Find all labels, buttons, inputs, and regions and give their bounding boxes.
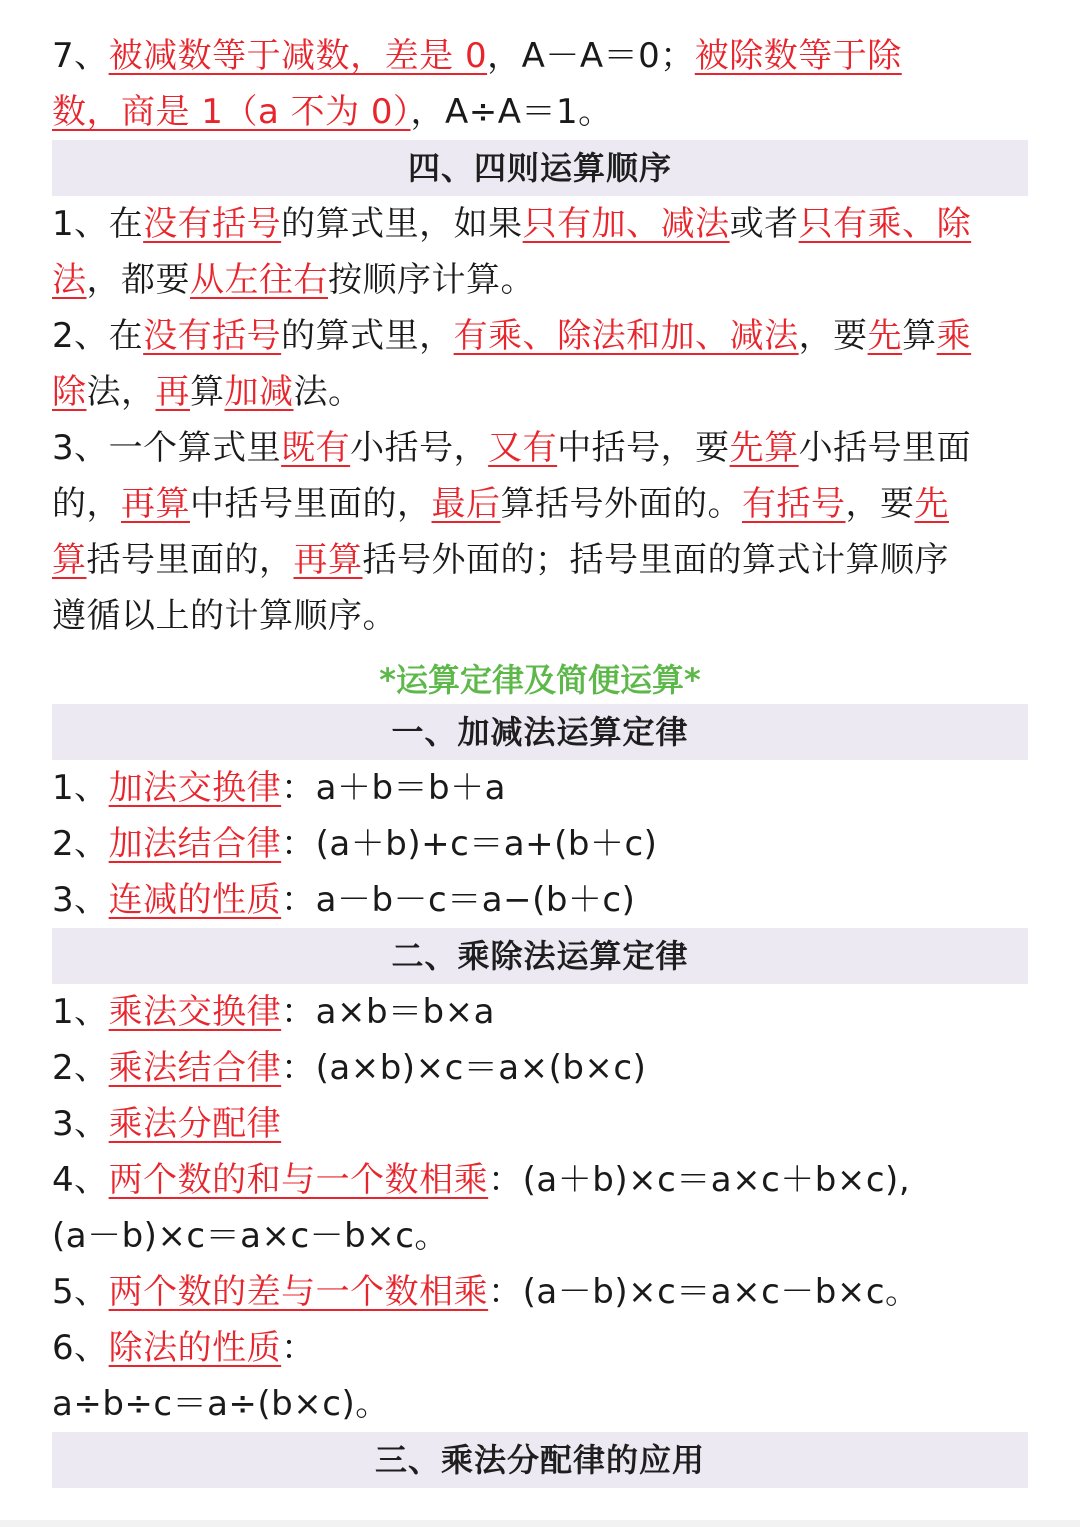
item-number: 6、	[52, 1328, 109, 1368]
law-formula: ：a－b－c＝a−(b＋c)	[281, 880, 636, 920]
law-formula: ：	[281, 1328, 316, 1368]
law-line	[52, 1264, 1032, 1320]
item-number: 7、	[52, 36, 109, 76]
highlight-text: 被除数等于除	[694, 36, 902, 76]
plain-text: 法，	[86, 372, 156, 412]
plain-text: 按顺序计算。	[328, 260, 535, 300]
plain-text: 算括号外面的。	[500, 484, 742, 524]
rule-3-line-4	[52, 588, 1032, 644]
plain-text: 的算式里，如果	[281, 204, 523, 244]
law-name: 加法交换律	[108, 768, 282, 808]
highlight-text: 除	[52, 372, 87, 412]
section-heading-order-of-operations: 四、四则运算顺序	[52, 140, 1028, 196]
law-name: 加法结合律	[108, 824, 282, 864]
highlight-text: 又有	[488, 428, 558, 468]
item-number: 2、	[52, 1048, 109, 1088]
plain-text: 3、一个算式里	[52, 428, 282, 468]
item-number: 3、	[52, 1104, 109, 1144]
plain-text: ，都要	[86, 260, 190, 300]
law-line	[52, 872, 1032, 928]
highlight-text: 既有	[281, 428, 351, 468]
law-name: 除法的性质	[108, 1328, 282, 1368]
highlight-text: 数，商是 1（a 不为 0）	[52, 92, 411, 132]
item-number: 4、	[52, 1160, 109, 1200]
law-line	[52, 984, 1032, 1040]
plain-text: ，A÷A＝1。	[410, 92, 613, 132]
plain-text: 1、在	[52, 204, 144, 244]
section-heading-distributive-application: 三、乘法分配律的应用	[52, 1432, 1028, 1488]
law-name: 两个数的和与一个数相乘	[108, 1160, 489, 1200]
section-heading-mul-div-laws: 二、乘除法运算定律	[52, 928, 1028, 984]
highlight-text: 算	[52, 540, 87, 580]
law-formula: (a－b)×c＝a×c－b×c。	[52, 1216, 449, 1256]
rule-2-line-2	[52, 364, 1032, 420]
law-name: 乘法分配律	[108, 1104, 282, 1144]
section-heading-add-sub-laws: 一、加减法运算定律	[52, 704, 1028, 760]
plain-text: 括号外面的；括号里面的算式计算顺序	[362, 540, 949, 580]
highlight-text: 加减	[224, 372, 294, 412]
highlight-text: 有括号	[742, 484, 846, 524]
law-line	[52, 1096, 1032, 1152]
law-name: 乘法结合律	[108, 1048, 282, 1088]
rule-7-line-1	[52, 28, 1032, 84]
plain-text: 算	[902, 316, 937, 356]
plain-text: 括号里面的，	[86, 540, 294, 580]
plain-text: 小括号里面	[798, 428, 972, 468]
rule-3-line-1	[52, 420, 1032, 476]
plain-text: 的，	[52, 484, 121, 524]
law-formula: ：(a＋b)×c＝a×c＋b×c),	[488, 1160, 911, 1200]
highlight-text: 只有乘、除	[798, 204, 972, 244]
item-number: 5、	[52, 1272, 109, 1312]
law-line	[52, 816, 1032, 872]
highlight-text: 有乘、除法和加、减法	[453, 316, 799, 356]
plain-text: 遵循以上的计算顺序。	[52, 596, 397, 636]
law-formula: ：a×b＝b×a	[281, 992, 495, 1032]
rule-2-line-1	[52, 308, 1032, 364]
plain-text: ，要	[845, 484, 915, 524]
item-number: 1、	[52, 768, 109, 808]
law-name: 两个数的差与一个数相乘	[108, 1272, 489, 1312]
highlight-text: 没有括号	[143, 204, 282, 244]
plain-text: ，要	[798, 316, 868, 356]
highlight-text: 从左往右	[190, 260, 328, 300]
highlight-text: 被减数等于减数，差是 0	[108, 36, 488, 76]
highlight-text: 乘	[936, 316, 972, 356]
highlight-text: 最后	[431, 484, 501, 524]
law-formula: ：(a＋b)+c＝a+(b＋c)	[281, 824, 658, 864]
highlight-text: 法	[52, 260, 87, 300]
highlight-text: 再算	[121, 484, 190, 524]
plain-text: 小括号，	[350, 428, 489, 468]
plain-text: 或者	[729, 204, 799, 244]
item-number: 2、	[52, 824, 109, 864]
law-line	[52, 760, 1032, 816]
highlight-text: 先	[867, 316, 903, 356]
law-formula: a÷b÷c＝a÷(b×c)。	[52, 1384, 390, 1424]
plain-text: ，A－A＝0；	[487, 36, 695, 76]
highlight-text: 先	[914, 484, 949, 524]
item-number: 3、	[52, 880, 109, 920]
law-formula: ：(a×b)×c＝a×(b×c)	[281, 1048, 647, 1088]
highlight-text: 先算	[729, 428, 799, 468]
laws-header: *运算定律及简便运算*	[379, 661, 701, 699]
rule-3-line-2	[52, 476, 1032, 532]
law-name: 连减的性质	[108, 880, 282, 920]
rule-1-line-1	[52, 196, 1032, 252]
law-line	[52, 1320, 1032, 1376]
law-formula: ：(a－b)×c＝a×c－b×c。	[488, 1272, 920, 1312]
rule-3-line-3	[52, 532, 1032, 588]
rule-7-line-2	[52, 84, 1032, 140]
law-name: 乘法交换律	[108, 992, 282, 1032]
law-formula: ：a＋b＝b＋a	[281, 768, 506, 808]
law-line-continuation	[52, 1208, 1032, 1264]
plain-text: 算	[190, 372, 225, 412]
plain-text: 中括号，要	[557, 428, 730, 468]
plain-text: 2、在	[52, 316, 144, 356]
law-line	[52, 1152, 1032, 1208]
highlight-text: 再	[155, 372, 190, 412]
rule-1-line-2	[52, 252, 1032, 308]
highlight-text: 再算	[293, 540, 363, 580]
page-bottom-edge	[0, 1520, 1080, 1527]
highlight-text: 只有加、减法	[522, 204, 730, 244]
law-line	[52, 1040, 1032, 1096]
highlight-text: 没有括号	[143, 316, 282, 356]
plain-text: 的算式里，	[281, 316, 454, 356]
law-line-continuation	[52, 1376, 1032, 1432]
plain-text: 中括号里面的，	[190, 484, 432, 524]
plain-text: 法。	[293, 372, 363, 412]
item-number: 1、	[52, 992, 109, 1032]
